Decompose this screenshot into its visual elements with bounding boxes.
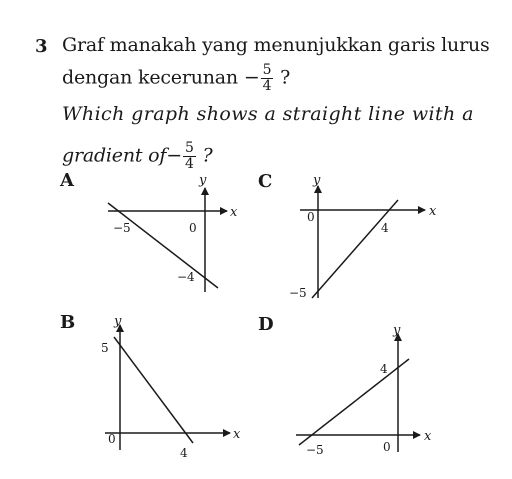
question-english-line1: Which graph shows a straight line with a bbox=[62, 103, 474, 125]
graph-c-line bbox=[312, 200, 398, 298]
graph-a-x-label: x bbox=[230, 205, 238, 220]
option-c-letter[interactable]: C bbox=[258, 171, 273, 192]
malay-fraction-denominator: 4 bbox=[262, 78, 272, 94]
graph-d-x-intercept-label: −5 bbox=[306, 443, 324, 457]
graph-b-x-label: x bbox=[233, 427, 241, 442]
graph-c-y-label: y bbox=[313, 173, 321, 188]
malay-minus-sign: − bbox=[243, 66, 260, 89]
english-fraction-numerator: 5 bbox=[184, 140, 194, 156]
graph-a-line bbox=[108, 203, 218, 288]
english-text: gradient of bbox=[62, 144, 167, 167]
graph-d-origin-label: 0 bbox=[383, 440, 391, 454]
graph-d-line bbox=[299, 359, 409, 445]
graph-b-y-label: y bbox=[114, 314, 122, 329]
option-b-letter[interactable]: B bbox=[60, 312, 76, 333]
graph-a-y-intercept-label: −4 bbox=[177, 270, 195, 284]
question-number: 3 bbox=[35, 36, 48, 57]
graph-c-y-intercept-label: −5 bbox=[289, 286, 307, 300]
english-question-mark: ? bbox=[202, 144, 213, 167]
graph-d-y-label: y bbox=[393, 323, 401, 338]
option-d-letter[interactable]: D bbox=[258, 314, 274, 335]
malay-text: dengan kecerunan bbox=[62, 66, 238, 89]
malay-fraction-numerator: 5 bbox=[262, 62, 272, 78]
graph-b[interactable] bbox=[101, 314, 241, 460]
english-minus-sign: − bbox=[166, 144, 182, 167]
malay-question-mark: ? bbox=[280, 66, 291, 89]
graph-b-y-intercept-label: 5 bbox=[101, 341, 109, 355]
graph-c[interactable] bbox=[289, 173, 437, 300]
graph-b-origin-label: 0 bbox=[108, 432, 116, 446]
graph-c-x-label: x bbox=[429, 204, 437, 219]
graph-a-y-label: y bbox=[199, 173, 207, 188]
graph-a[interactable] bbox=[108, 173, 238, 292]
graph-c-x-intercept-label: 4 bbox=[381, 221, 389, 235]
graph-a-x-intercept-label: −5 bbox=[113, 221, 131, 235]
graph-b-x-intercept-label: 4 bbox=[180, 446, 188, 460]
graph-a-origin-label: 0 bbox=[189, 221, 197, 235]
graph-d[interactable] bbox=[296, 323, 432, 457]
option-a-letter[interactable]: A bbox=[60, 170, 74, 191]
graph-b-line bbox=[114, 337, 193, 443]
question-malay-line1: Graf manakah yang menunjukkan garis lurus bbox=[62, 34, 490, 56]
graph-d-y-intercept-label: 4 bbox=[380, 362, 388, 376]
graph-d-x-label: x bbox=[424, 429, 432, 444]
graph-c-origin-label: 0 bbox=[307, 210, 315, 224]
english-fraction-denominator: 4 bbox=[184, 156, 194, 172]
